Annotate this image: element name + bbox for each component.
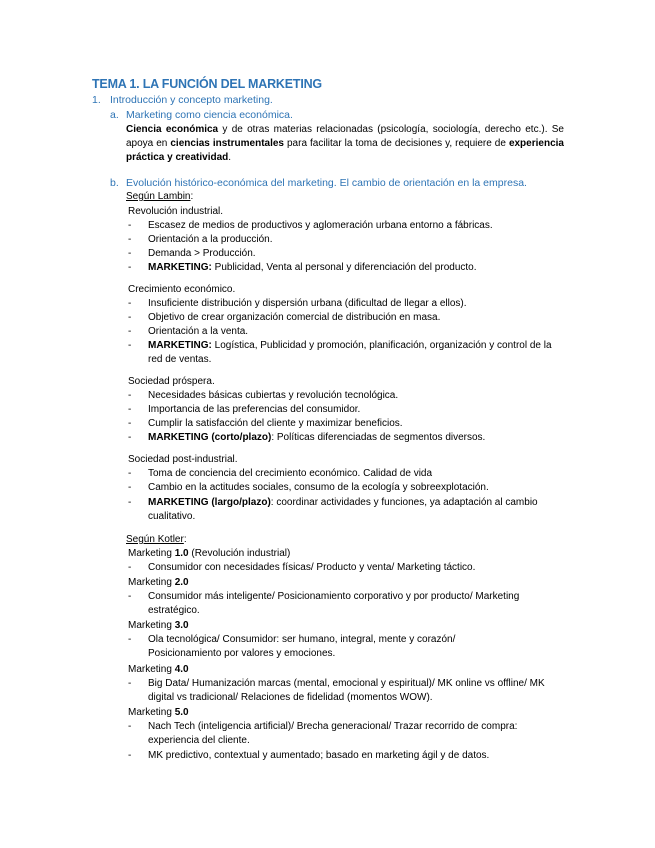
kotler-version: Marketing 1.0 (Revolución industrial)	[128, 548, 291, 559]
lambin-heading: Según Lambin:	[126, 191, 194, 202]
section-heading: Introducción y concepto marketing.	[110, 94, 273, 106]
document-page: TEMA 1. LA FUNCIÓN DEL MARKETING 1. Introducción y concepto marketing. a. Marketing como ciencia económica. Ciencia económica y de otras materias relacionadas (psicología, sociología, derecho etc.). Se apoya en ciencias instrumentales para facilitar la toma de decisiones y, requiere de experiencia práctica y creatividad. b. Evolución histórico-económica del marketing. El cambio de orientación en la empresa. Según Lambin: Revolución industrial. - Escasez de medios de productivos y aglomeración urbana entorno a fábricas. - Orientación a la producción. - Demanda > Producción. - MARKETING: Publicidad, Venta al personal y diferenciación del producto. Crecimiento económico. - Insuficiente distribución y dispersión urbana (dificultad de llegar a ellos). - Objetivo de crear organización comercial de distribución en masa. - Orientación a la venta. - MARKETING: Logística, Publicidad y promoción, planificación, organización y control de la red de ventas. Sociedad próspera. - Necesidades básicas cubiertas y revolución tecnológica. - Importancia de las preferencias del consumidor. - Cumplir la satisfacción del cliente y maximizar beneficios. - MARKETING (corto/plazo): Políticas diferenciadas de segmentos diversos. Sociedad post-industrial. - Toma de conciencia del crecimiento económico. Calidad de vida - Cambio en la actitudes sociales, consumo de la ecología y sobreexplotación. - MARKETING (largo/plazo): coordinar actividades y funciones, ya adaptación al cambio cualitativo. Según Kotler: Marketing 1.0 (Revolución industrial) - Consumidor con necesidades físicas/ Producto y venta/ Marketing táctico. Marketing 2.0 - Consumidor más inteligente/ Posicionamiento corporativo y por producto/ Marketing estratégico. Marketing 3.0 - Ola tecnológica/ Consumidor: ser humano, integral, mente y corazón/ Posicionamiento por valores y emociones. Marketing 4.0 - Big Data/ Humanización marcas (mental, emocional y espiritual)/ MK online vs offline/ MK digital vs tradicional/ Relaciones de fidelidad (momentos WOW). Marketing 5.0 - Nach Tech (inteligencia artificial)/ Brecha generacional/ Trazar recorrido de compra: experiencia del cliente. - MK predictivo, contextual y aumentado; basado en marketing ágil y de datos.	[92, 77, 564, 761]
subsection-a-heading: Marketing como ciencia económica.	[126, 109, 293, 121]
kotler-version: Marketing 5.0	[128, 707, 189, 718]
subsection-b-heading: Evolución histórico-económica del marketing. El cambio de orientación en la empresa.	[126, 177, 527, 189]
kotler-heading: Según Kotler:	[126, 534, 187, 545]
kotler-version: Marketing 3.0	[128, 620, 189, 631]
section-number: 1.	[92, 94, 101, 106]
page-title: TEMA 1. LA FUNCIÓN DEL MARKETING	[92, 77, 322, 91]
bold-term: Ciencia económica	[126, 124, 219, 135]
group-title: Revolución industrial.	[128, 206, 224, 217]
kotler-version: Marketing 4.0	[128, 664, 189, 675]
kotler-version: Marketing 2.0	[128, 577, 189, 588]
group-title: Sociedad próspera.	[128, 376, 215, 387]
subsection-a-letter: a.	[110, 109, 119, 121]
group-title: Sociedad post-industrial.	[128, 454, 238, 465]
subsection-b-letter: b.	[110, 177, 119, 189]
bold-term: experiencia práctica y creatividad	[126, 138, 564, 163]
subsection-a-paragraph: Ciencia económica y de otras materias relacionadas (psicología, sociología, derecho etc.). Se apoya en ciencias instrumentales para facilitar la toma de decisiones y, requiere de experiencia práctica y creatividad.	[126, 124, 564, 163]
group-title: Crecimiento económico.	[128, 284, 236, 295]
bold-term: ciencias instrumentales	[170, 138, 284, 149]
